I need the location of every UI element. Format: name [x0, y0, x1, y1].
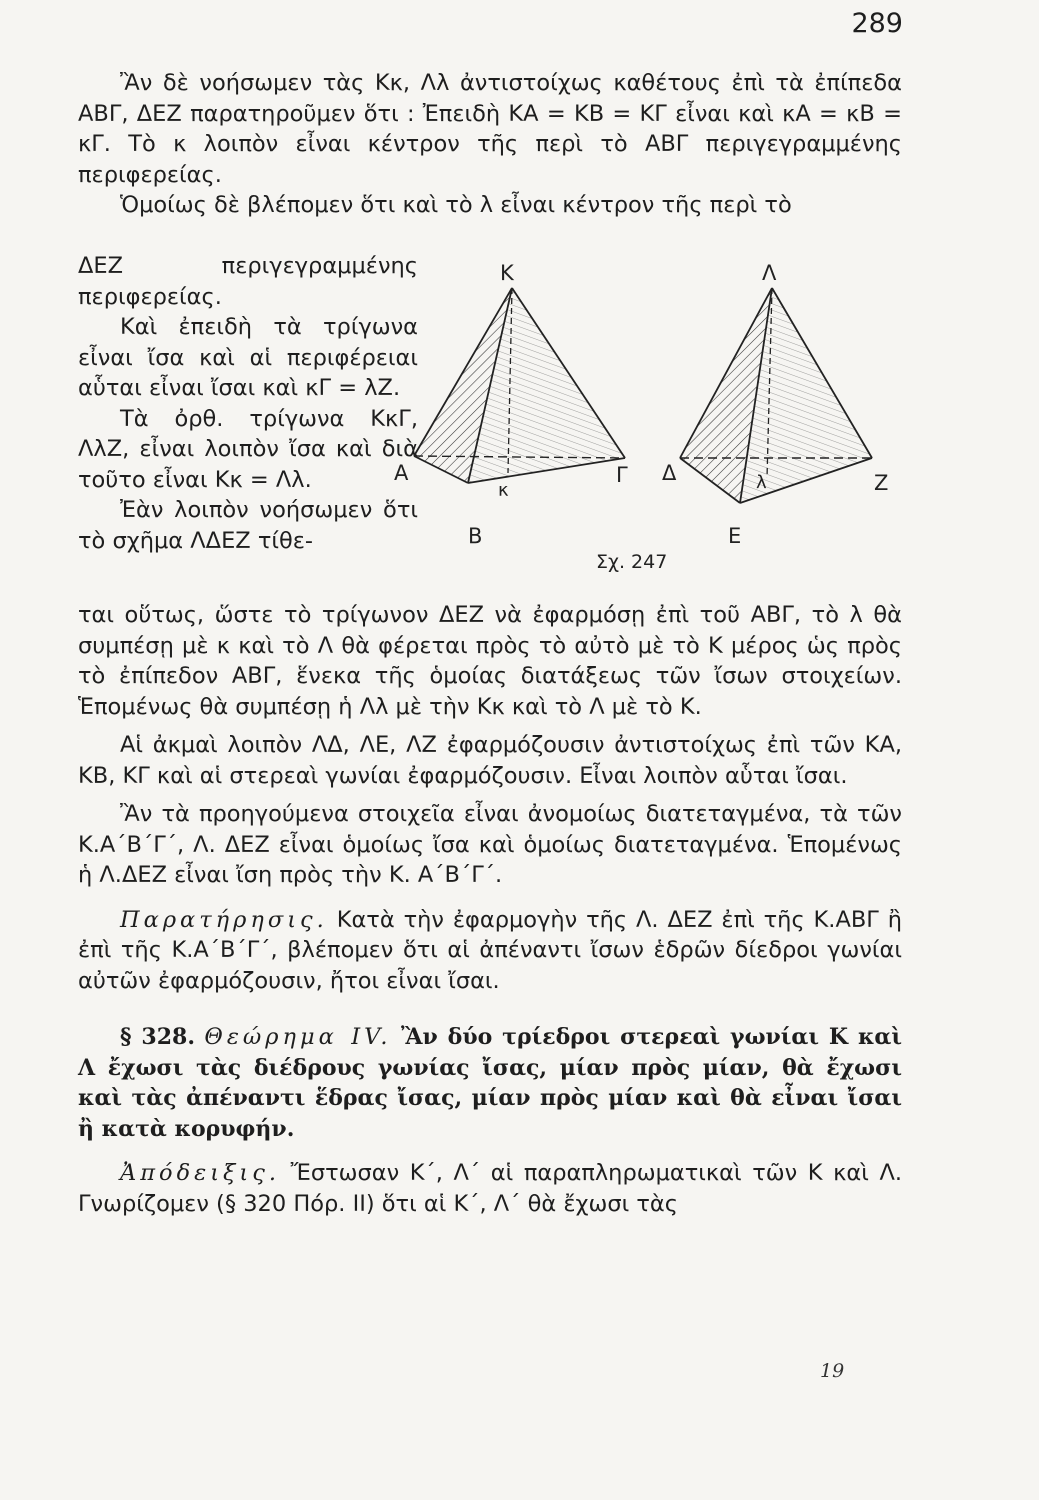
- paragraph-1: Ἂν δὲ νοήσωμεν τὰς Κκ, Λλ ἀντιστοίχως καθέτους ἐπὶ τὰ ἐπίπεδα ΑΒΓ, ΔΕΖ παρατηροῦμεν ὅτι : Ἐπειδὴ ΚΑ = ΚΒ = ΚΓ εἶναι καὶ κΑ = κΒ = κΓ. Τὸ κ λοιπὸν εἶναι κέντρον τῆς περὶ τὸ ΑΒΓ περιγεγραμμένης περιφερείας.: [78, 70, 902, 188]
- remark-label: Παρατήρησις.: [120, 906, 328, 933]
- text-top: [78, 68, 902, 221]
- paragraph-5b: ται οὕτως, ὥστε τὸ τρίγωνον ΔΕΖ νὰ ἐφαρμόσῃ ἐπὶ τοῦ ΑΒΓ, τὸ λ θὰ συμπέσῃ μὲ κ καὶ τὸ Λ θὰ φέρεται πρὸς τὸ αὐτὸ μὲ τὸ Κ μέρος ὡς πρὸς τὸ ἐπίπεδον ΑΒΓ, ἕνεκα τῆς ὁμοίας διατάξεως τῶν ἴσων στοιχείων. Ἑπομένως θὰ συμπέσῃ ἡ Λλ μὲ τὴν Κκ καὶ τὸ Λ μὲ τὸ Κ.: [78, 602, 902, 720]
- paragraph-8: [78, 905, 902, 997]
- paragraph-4: Τὰ ὀρθ. τρίγωνα ΚκΓ, ΛλΖ, εἶναι λοιπὸν ἴσα καὶ διὰ τοῦτο εἶναι Κκ = Λλ.: [78, 405, 418, 493]
- tetrahedron-l: [680, 288, 872, 503]
- label-E: Ε: [728, 524, 742, 548]
- paragraph-6: Αἱ ἀκμαὶ λοιπὸν ΛΔ, ΛΕ, ΛΖ ἐφαρμόζουσιν ἀντιστοίχως ἐπὶ τῶν ΚΑ, ΚΒ, ΚΓ καὶ αἱ στερεαὶ γωνίαι ἐφαρμόζουσιν. Εἶναι λοιπὸν αὗται ἴσαι.: [78, 732, 902, 789]
- proof: [78, 1158, 902, 1219]
- proof-text: Ἔστωσαν Κ΄, Λ΄ αἱ παραπληρωματικαὶ τῶν Κ καὶ Λ. Γνωρίζομεν (§ 320 Πόρ. ΙΙ) ὅτι αἱ Κ΄, Λ΄ θὰ ἔχωσι τὰς: [78, 1160, 902, 1217]
- text-bottom: [78, 600, 902, 1219]
- proof-label: Ἀπόδειξις.: [120, 1160, 280, 1186]
- label-Z: Ζ: [874, 471, 889, 495]
- paragraph-2b: ΔΕΖ περιγεγραμμένης περιφερείας.: [78, 253, 418, 310]
- label-A: Α: [394, 461, 409, 485]
- tetrahedron-k: [414, 288, 625, 483]
- folio-signature: 19: [820, 1360, 845, 1382]
- theorem-statement: Ἂν δύο τρίεδροι στερεαὶ γωνίαι Κ καὶ Λ ἔχωσι τὰς διέδρους γωνίας ἴσας, μίαν πρὸς μίαν, θὰ ἔχωσι καὶ τὰς ἀπέναντι ἕδρας ἴσας, μίαν πρὸς μίαν καὶ θὰ εἶναι ἴσαι ἢ κατὰ κορυφήν.: [78, 1024, 903, 1142]
- paragraph-3: Καὶ ἐπειδὴ τὰ τρίγωνα εἶναι ἴσα καὶ αἱ περιφέρειαι αὗται εἶναι ἴσαι καὶ κΓ = λΖ.: [78, 314, 418, 401]
- label-k: κ: [498, 480, 509, 501]
- label-B: Β: [468, 524, 483, 548]
- paragraph-5a: Ἐὰν λοιπὸν νοήσωμεν ὅτι τὸ σχῆμα ΛΔΕΖ τίθε-: [78, 497, 418, 554]
- paragraph-7: Ἂν τὰ προηγούμενα στοιχεῖα εἶναι ἀνομοίως διατεταγμένα, τὰ τῶν Κ.Α΄Β΄Γ΄, Λ. ΔΕΖ εἶναι ὁμοίως ἴσα καὶ ὁμοίως διατεταγμένα. Ἑπομένως ἡ Λ.ΔΕΖ εἶναι ἴση πρὸς τὴν Κ. Α΄Β΄Γ΄.: [78, 801, 902, 888]
- label-K: Κ: [500, 261, 514, 285]
- label-l: λ: [756, 472, 767, 493]
- paragraph-2a: Ὁμοίως δὲ βλέπομεν ὅτι καὶ τὸ λ εἶναι κέντρον τῆς περὶ τὸ: [120, 192, 792, 218]
- label-L: Λ: [762, 261, 777, 285]
- label-G: Γ: [616, 463, 628, 487]
- theorem-328: [78, 1022, 902, 1144]
- section-number: § 328.: [120, 1024, 195, 1050]
- figure-caption: Σχ. 247: [596, 551, 668, 573]
- tetrahedra-diagram: [394, 258, 910, 578]
- theorem-label: Θεώρημα IV.: [204, 1024, 392, 1050]
- label-D: Δ: [662, 461, 677, 485]
- remark-text: Κατὰ τὴν ἐφαρμογὴν τῆς Λ. ΔΕΖ ἐπὶ τῆς Κ.ΑΒΓ ἢ ἐπὶ τῆς Κ.Α΄Β΄Γ΄, βλέπομεν ὅτι αἱ ἀπέναντι ἴσων ἑδρῶν δίεδροι γωνίαι αὐτῶν ἐφαρμόζουσιν, ἤτοι εἶναι ἴσαι.: [78, 906, 902, 994]
- figure-247: [394, 258, 910, 578]
- page-number: 289: [851, 8, 903, 39]
